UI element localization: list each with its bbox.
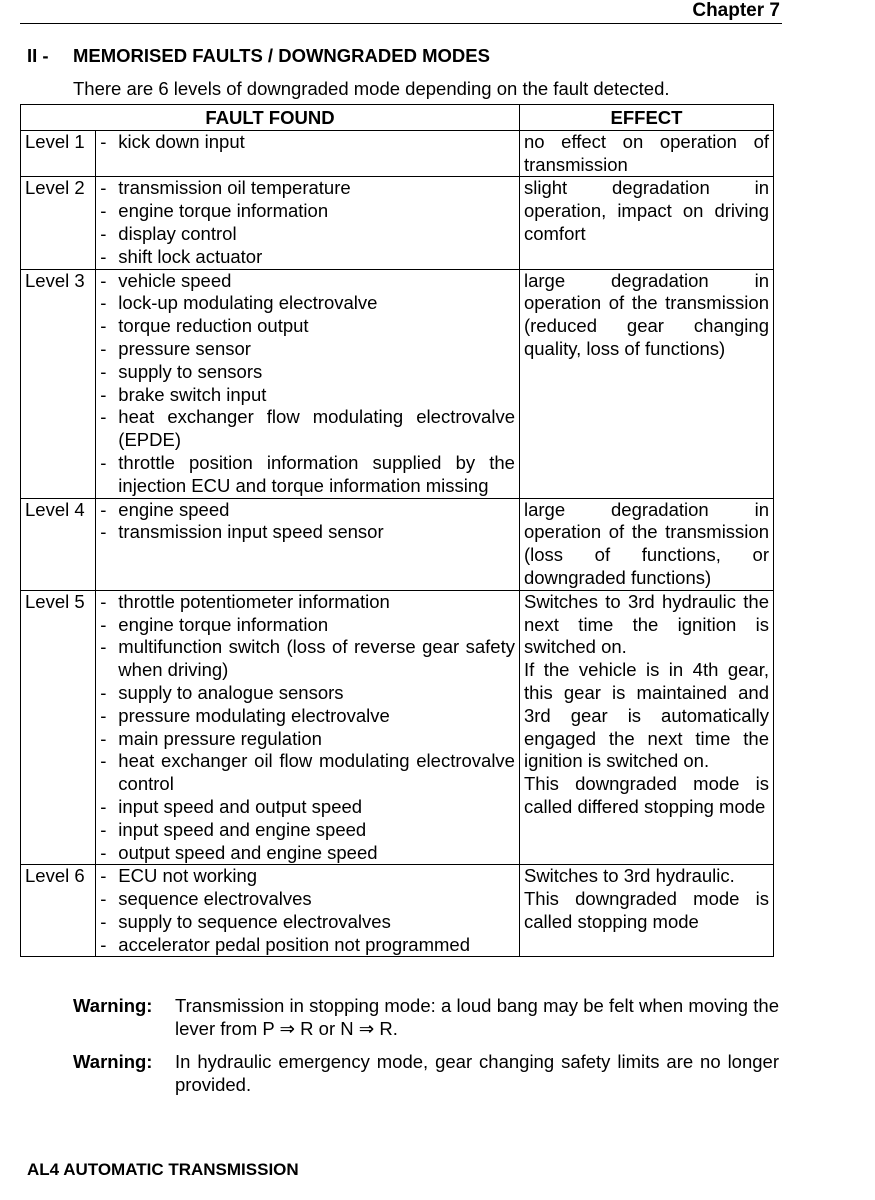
warning-text: Transmission in stopping mode: a loud bang may be felt when moving the lever from P ⇒ R or N ⇒ R. — [175, 995, 779, 1039]
level-cell: Level 4 — [21, 498, 96, 590]
level-cell: Level 1 — [21, 130, 96, 177]
fault-list — [100, 499, 515, 545]
fault-list — [100, 591, 515, 865]
warnings — [73, 994, 779, 1106]
fault-found-cell — [96, 865, 520, 957]
fault-found-cell — [96, 590, 520, 865]
fault-item: - torque reduction output — [100, 315, 515, 338]
fault-item: - engine speed — [100, 499, 515, 522]
fault-found-cell — [96, 498, 520, 590]
table-header-row — [21, 105, 774, 131]
effect-cell — [519, 590, 773, 865]
effect-text: This downgraded mode is called differed stopping mode — [523, 773, 769, 817]
section-number: II - — [27, 45, 49, 66]
fault-item: - accelerator pedal position not programmed — [100, 934, 515, 957]
fault-list — [100, 270, 515, 498]
effect-text: This downgraded mode is called stopping mode — [523, 888, 769, 932]
fault-item: - engine torque information — [100, 200, 515, 223]
fault-found-cell — [96, 130, 520, 177]
fault-item: - brake switch input — [100, 384, 515, 407]
fault-item: - output speed and engine speed — [100, 842, 515, 865]
table-row — [21, 130, 774, 177]
effect-text: large degradation in operation of the transmission (loss of functions, or downgraded functions) — [523, 498, 769, 588]
section-title-text: MEMORISED FAULTS / DOWNGRADED MODES — [73, 45, 490, 66]
table-row — [21, 498, 774, 590]
fault-item: - supply to sequence electrovalves — [100, 911, 515, 934]
fault-list — [100, 131, 515, 154]
level-cell: Level 6 — [21, 865, 96, 957]
fault-item: - pressure modulating electrovalve — [100, 705, 515, 728]
fault-list — [100, 865, 515, 956]
fault-table-body — [21, 130, 774, 957]
table-row — [21, 177, 774, 269]
effect-cell — [519, 177, 773, 269]
table-row — [21, 590, 774, 865]
fault-table — [20, 104, 774, 957]
intro-text: There are 6 levels of downgraded mode depending on the fault detected. — [73, 78, 670, 99]
effect-cell — [519, 130, 773, 177]
chapter-label: Chapter 7 — [692, 0, 780, 21]
fault-item: - multifunction switch (loss of reverse gear safety when driving) — [100, 636, 515, 682]
effect-cell — [519, 498, 773, 590]
fault-item: - supply to sensors — [100, 361, 515, 384]
fault-item: - kick down input — [100, 131, 515, 154]
effect-text: Switches to 3rd hydraulic. — [523, 865, 735, 887]
table-row — [21, 865, 774, 957]
fault-item: - shift lock actuator — [100, 246, 515, 269]
fault-item: - sequence electrovalves — [100, 888, 515, 911]
header-rule — [20, 23, 782, 24]
warning-note — [73, 994, 779, 1040]
fault-found-cell — [96, 177, 520, 269]
fault-item: - vehicle speed — [100, 270, 515, 293]
level-cell: Level 3 — [21, 269, 96, 498]
fault-item: - lock-up modulating electrovalve — [100, 292, 515, 315]
level-cell: Level 5 — [21, 590, 96, 865]
fault-item: - main pressure regulation — [100, 728, 515, 751]
fault-found-cell — [96, 269, 520, 498]
fault-item: - display control — [100, 223, 515, 246]
effect-text: If the vehicle is in 4th gear, this gear is maintained and 3rd gear is automatically engaged the next time the ignition is switched on. — [523, 659, 769, 772]
warning-text: In hydraulic emergency mode, gear changing safety limits are no longer provided. — [175, 1051, 779, 1095]
fault-item: - throttle position information supplied by the injection ECU and torque information missing — [100, 452, 515, 498]
warning-label: Warning: — [73, 995, 153, 1016]
fault-item: - input speed and output speed — [100, 796, 515, 819]
effect-cell — [519, 865, 773, 957]
fault-item: - throttle potentiometer information — [100, 591, 515, 614]
fault-list — [100, 177, 515, 268]
effect-text: Switches to 3rd hydraulic the next time the ignition is switched on. — [523, 590, 769, 658]
fault-item: - transmission input speed sensor — [100, 521, 515, 544]
fault-item: - input speed and engine speed — [100, 819, 515, 842]
fault-item: - supply to analogue sensors — [100, 682, 515, 705]
effect-header: EFFECT — [519, 105, 773, 131]
effect-text: slight degradation in operation, impact on driving comfort — [523, 177, 769, 244]
level-cell: Level 2 — [21, 177, 96, 269]
section-title — [27, 45, 490, 67]
warning-label: Warning: — [73, 1051, 153, 1072]
footer-title: AL4 AUTOMATIC TRANSMISSION — [27, 1160, 299, 1179]
fault-item: - engine torque information — [100, 614, 515, 637]
effect-text: no effect on operation of transmission — [523, 130, 769, 175]
effect-text: large degradation in operation of the transmission (reduced gear changing quality, loss of functions) — [523, 269, 769, 359]
effect-cell — [519, 269, 773, 498]
fault-item: - pressure sensor — [100, 338, 515, 361]
fault-item: - transmission oil temperature — [100, 177, 515, 200]
fault-item: - ECU not working — [100, 865, 515, 888]
warning-note — [73, 1050, 779, 1096]
fault-item: - heat exchanger flow modulating electrovalve (EPDE) — [100, 406, 515, 452]
fault-item: - heat exchanger oil flow modulating electrovalve control — [100, 750, 515, 796]
table-row — [21, 269, 774, 498]
fault-found-header: FAULT FOUND — [21, 105, 520, 131]
